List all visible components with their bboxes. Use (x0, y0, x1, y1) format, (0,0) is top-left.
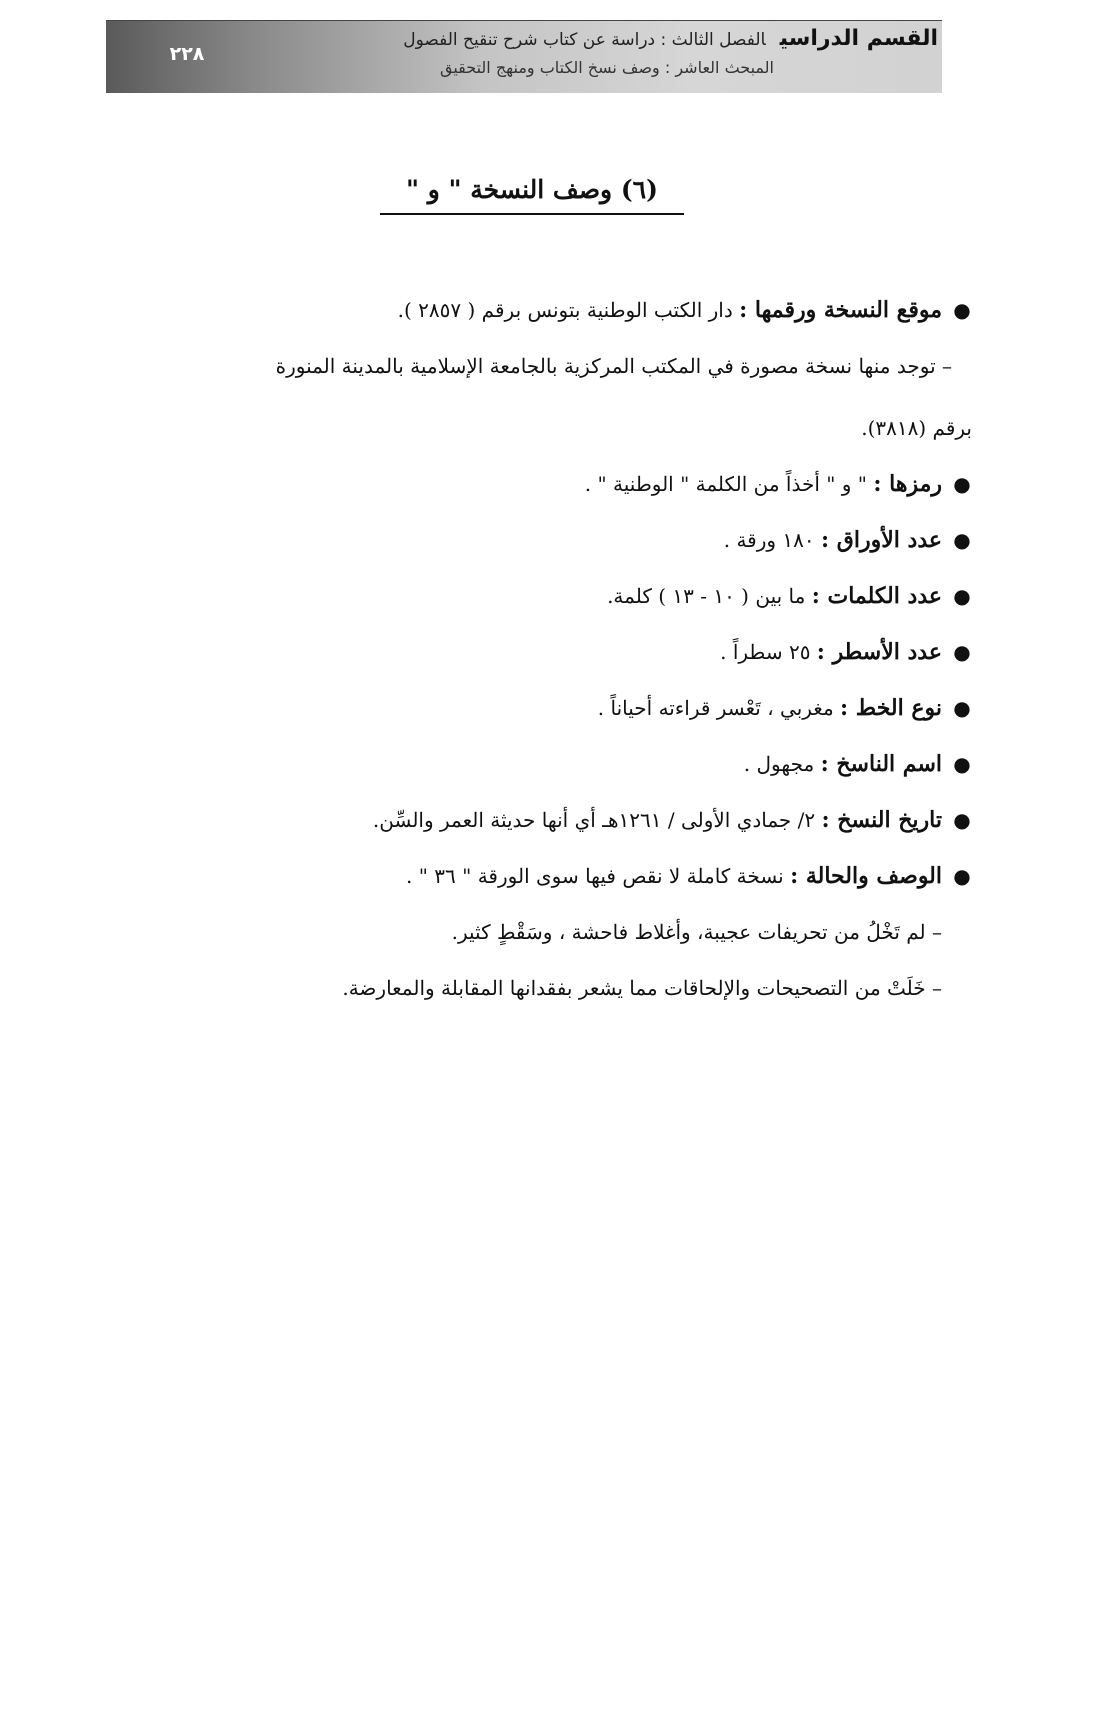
list-item (132, 290, 972, 346)
item-value: ١٨٠ ورقة . (723, 528, 821, 552)
list-item (132, 632, 972, 688)
copy-note (132, 346, 972, 408)
list-item (132, 800, 972, 856)
list-item (132, 856, 972, 912)
item-value: ٢٥ سطراً . (720, 640, 817, 664)
condition-note-2: – خَلَتْ من التصحيحات والإلحاقات مما يشعر بفقدانها المقابلة والمعارضة. (342, 976, 942, 1000)
bullet-icon: ● (953, 808, 971, 832)
bullet-icon: ● (953, 864, 971, 888)
item-label: نوع الخط : (840, 695, 942, 721)
item-value: ٢/ جمادي الأولى / ١٢٦١هـ أي أنها حديثة العمر والسِّن. (372, 808, 822, 832)
page-title: (٦) وصف النسخة " و " (380, 170, 684, 215)
bullet-icon: ● (953, 696, 971, 720)
bullet-icon: ● (953, 472, 971, 496)
item-value: مغربي ، تَعْسر قراءته أحياناً . (597, 696, 841, 720)
item-label: اسم الناسخ : (820, 751, 942, 777)
page-number: ٢٢٨ (169, 43, 205, 65)
item-value: " و " أخذاً من الكلمة " الوطنية " . (584, 472, 874, 496)
header-text (248, 25, 938, 82)
list-item (132, 464, 972, 520)
header-part: القسم الدراسي (779, 26, 938, 51)
condition-note (132, 912, 972, 968)
item-label: عدد الأوراق : (821, 527, 942, 553)
page-header (106, 20, 942, 93)
item-value: ما بين ( ١٠ - ١٣ ) كلمة. (607, 584, 812, 608)
list-item (132, 520, 972, 576)
item-label: تاريخ النسخ : (821, 807, 942, 833)
header-chapter: الفصل الثالث : دراسة عن كتاب شرح تنقيح الفصول (403, 30, 766, 50)
bullet-icon: ● (953, 528, 971, 552)
bullet-icon: ● (953, 752, 971, 776)
item-label: عدد الكلمات : (811, 583, 942, 609)
condition-note-1: – لم تَخْلُ من تحريفات عجيبة، وأغلاط فاحشة ، وسَقْطٍ كثير. (451, 920, 942, 944)
copy-note-continued (132, 408, 972, 464)
item-value: نسخة كاملة لا نقص فيها سوى الورقة " ٣٦ " . (406, 864, 791, 888)
bullet-icon: ● (953, 298, 971, 322)
condition-note (132, 968, 972, 1024)
item-label: موقع النسخة ورقمها : (739, 297, 942, 323)
list-item (132, 576, 972, 632)
copy-note-line1: – توجد منها نسخة مصورة في المكتب المركزية بالجامعة الإسلامية بالمدينة المنورة (275, 354, 952, 378)
list-item (132, 744, 972, 800)
copy-note-line2: برقم (٣٨١٨). (861, 416, 972, 440)
item-label: الوصف والحالة : (790, 863, 942, 889)
item-label: عدد الأسطر : (816, 639, 942, 665)
item-label: رمزها : (873, 471, 942, 497)
header-section: المبحث العاشر : وصف نسخ الكتاب ومنهج التحقيق (440, 58, 774, 77)
bullet-icon: ● (953, 584, 971, 608)
item-value: دار الكتب الوطنية بتونس برقم ( ٢٨٥٧ ). (397, 298, 740, 322)
bullet-icon: ● (953, 640, 971, 664)
list-item (132, 688, 972, 744)
item-value: مجهول . (743, 752, 821, 776)
manuscript-description (132, 290, 972, 1024)
